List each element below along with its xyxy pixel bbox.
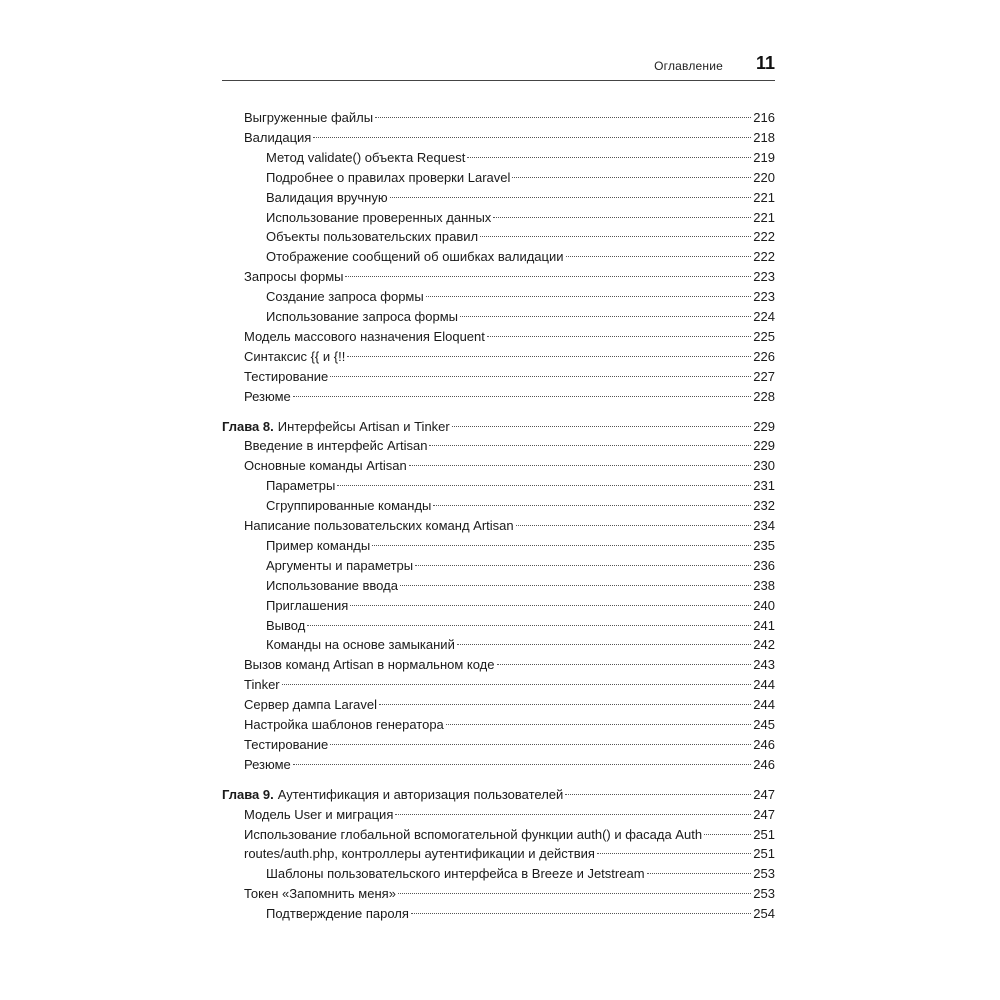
- toc-entry: [266, 188, 775, 208]
- toc-entry-title: Синтаксис {{ и {!!: [244, 348, 346, 364]
- dot-leader: [372, 545, 751, 546]
- dot-leader: [337, 485, 751, 486]
- toc-page-number: 240: [753, 597, 775, 613]
- toc-page-number: 223: [753, 289, 775, 305]
- dot-leader: [512, 177, 751, 178]
- toc-page-number: 229: [753, 438, 775, 454]
- dot-leader: [566, 256, 752, 257]
- toc-entry-title: Резюме: [244, 756, 291, 772]
- toc-page-number: 223: [753, 269, 775, 285]
- toc-chapter: [222, 417, 775, 437]
- dot-leader: [293, 764, 752, 765]
- toc-page-number: 222: [753, 229, 775, 245]
- toc-page-number: 245: [753, 717, 775, 732]
- toc-entry: [244, 655, 775, 675]
- dot-leader: [516, 525, 752, 526]
- toc-page-number: 235: [753, 537, 775, 553]
- dot-leader: [493, 217, 751, 218]
- toc-page-number: 253: [753, 866, 775, 882]
- toc-entry-title: Создание запроса формы: [266, 289, 424, 305]
- dot-leader: [409, 465, 752, 466]
- toc-entry-title: Валидация: [244, 129, 312, 145]
- dot-leader: [460, 316, 751, 317]
- toc-entry-title: Объекты пользовательских правил: [266, 229, 479, 245]
- toc-entry-title: Аргументы и параметры: [266, 557, 414, 573]
- toc-entry: [266, 576, 775, 596]
- toc-entry: [244, 755, 775, 775]
- toc-entry: [266, 635, 775, 655]
- toc-page-number: 220: [753, 169, 775, 185]
- toc-entry: [266, 556, 775, 576]
- dot-leader: [426, 296, 752, 297]
- toc-page-number: 244: [753, 677, 775, 693]
- toc-entry-title: Введение в интерфейс Artisan: [244, 438, 428, 454]
- toc-page-number: 251: [753, 846, 775, 862]
- toc-entry: [244, 108, 775, 128]
- toc-entry-title: Шаблоны пользовательского интерфейса в Breeze и Jetstream: [266, 866, 645, 882]
- toc-entry-title: routes/auth.php, контроллеры аутентификации и действия: [244, 846, 595, 862]
- toc-entry-title: Выгруженные файлы: [244, 110, 374, 125]
- dot-leader: [597, 853, 751, 854]
- toc-page-number: 247: [753, 806, 775, 822]
- toc-entry-title: Токен «Запомнить меня»: [244, 886, 396, 902]
- toc-entry: [266, 227, 775, 247]
- toc-page-number: 218: [753, 129, 775, 145]
- toc-entry-title: Отображение сообщений об ошибках валидации: [266, 249, 564, 265]
- toc-page-number: 244: [753, 697, 775, 713]
- toc-page-number: 221: [753, 209, 775, 225]
- toc-entry: [266, 208, 775, 228]
- toc-entry: [244, 844, 775, 864]
- toc-entry-title: Вызов команд Artisan в нормальном коде: [244, 657, 495, 673]
- toc-entry-title: Сервер дампа Laravel: [244, 697, 377, 713]
- toc-entry: [244, 825, 775, 845]
- toc-page-number: 228: [753, 388, 775, 404]
- toc-entry: [244, 884, 775, 904]
- toc-page-number: 225: [753, 328, 775, 344]
- toc-entry-title: Пример команды: [266, 537, 371, 553]
- toc-entry-title: Модель массового назначения Eloquent: [244, 328, 485, 344]
- toc-page-number: 231: [753, 478, 775, 494]
- toc-entry-title: Основные команды Artisan: [244, 458, 407, 474]
- toc-entry-title: Метод validate() объекта Request: [266, 149, 466, 165]
- toc-entry: [244, 805, 775, 825]
- toc-entry-title: Подробнее о правилах проверки Laravel: [266, 169, 511, 185]
- toc-page-number: 222: [753, 249, 775, 265]
- toc-entry-title: Использование проверенных данных: [266, 209, 492, 225]
- toc-page-number: 243: [753, 657, 775, 673]
- toc-entry-title: Подтверждение пароля: [266, 906, 409, 922]
- dot-leader: [565, 794, 751, 795]
- toc-entry: [244, 347, 775, 367]
- dot-leader: [390, 197, 752, 198]
- toc-entry-title: Написание пользовательских команд Artisan: [244, 518, 514, 533]
- toc-entry: [244, 735, 775, 755]
- toc-entry: [244, 516, 775, 536]
- dot-leader: [457, 644, 751, 645]
- dot-leader: [446, 724, 752, 725]
- toc-entry-title: Резюме: [244, 388, 291, 404]
- toc-page-number: 246: [753, 736, 775, 752]
- dot-leader: [282, 684, 752, 685]
- toc-page-number: 229: [753, 418, 775, 434]
- dot-leader: [467, 157, 751, 158]
- toc-entry: [266, 496, 775, 516]
- dot-leader: [330, 376, 751, 377]
- dot-leader: [398, 893, 751, 894]
- page-number: 11: [755, 53, 775, 73]
- toc-page-number: 234: [753, 518, 775, 533]
- dot-leader: [429, 445, 751, 446]
- toc-entry: [266, 168, 775, 188]
- toc-page-number: 227: [753, 368, 775, 384]
- dot-leader: [433, 505, 751, 506]
- toc-entry-title: Использование ввода: [266, 577, 398, 593]
- chapter-number: Глава 8.: [222, 418, 274, 434]
- toc-entry-title: Настройка шаблонов генератора: [244, 717, 444, 732]
- toc-page-number: 246: [753, 756, 775, 772]
- dot-leader: [330, 744, 751, 745]
- toc-entry: [244, 267, 775, 287]
- toc-entry: [266, 596, 775, 616]
- toc-page-number: 247: [753, 786, 775, 802]
- toc-entry: [266, 287, 775, 307]
- toc-chapter: [222, 785, 775, 805]
- dot-leader: [415, 565, 751, 566]
- toc-entry-title: Валидация вручную: [266, 189, 388, 205]
- dot-leader: [313, 137, 751, 138]
- toc-entry: [244, 456, 775, 476]
- dot-leader: [647, 873, 752, 874]
- toc-page-number: 226: [753, 348, 775, 364]
- dot-leader: [487, 336, 751, 337]
- toc-entry: [266, 307, 775, 327]
- running-header-title: Оглавление: [654, 59, 723, 73]
- toc-entry-title: Тестирование: [244, 368, 329, 384]
- toc-entry: [244, 367, 775, 387]
- toc-entry: [244, 675, 775, 695]
- toc-entry-title: Интерфейсы Artisan и Tinker: [277, 418, 450, 434]
- toc-page-number: 236: [753, 557, 775, 573]
- dot-leader: [452, 426, 752, 427]
- toc-entry: [266, 536, 775, 556]
- toc-entry-title: Модель User и миграция: [244, 806, 394, 822]
- toc-entry-title: Запросы формы: [244, 269, 344, 285]
- toc-entry-title: Вывод: [266, 617, 306, 633]
- toc-page-number: 241: [753, 617, 775, 633]
- toc-entry: [266, 476, 775, 496]
- toc-entry: [266, 616, 775, 636]
- toc-entry: [266, 864, 775, 884]
- toc-entry-title: Использование запроса формы: [266, 309, 458, 324]
- toc-entry-title: Аутентификация и авторизация пользователей: [277, 786, 564, 802]
- toc-page-number: 232: [753, 498, 775, 514]
- toc-entry: [244, 436, 775, 456]
- dot-leader: [395, 814, 751, 815]
- toc-entry: [266, 904, 775, 924]
- toc-entry-title: Параметры: [266, 478, 336, 494]
- toc-entry-title: Тестирование: [244, 736, 329, 752]
- toc-entry: [244, 387, 775, 407]
- toc-entry: [266, 247, 775, 267]
- toc-page-number: 254: [753, 906, 775, 922]
- dot-leader: [350, 605, 751, 606]
- toc-entry: [244, 327, 775, 347]
- dot-leader: [379, 704, 751, 705]
- toc-entry-title: Сгруппированные команды: [266, 498, 432, 514]
- dot-leader: [293, 396, 752, 397]
- dot-leader: [480, 236, 751, 237]
- toc-page-number: 224: [753, 309, 775, 324]
- dot-leader: [375, 117, 751, 118]
- dot-leader: [400, 585, 751, 586]
- toc-entry-title: Tinker: [244, 677, 280, 693]
- toc-page-number: 251: [753, 826, 775, 842]
- toc-entry-title: Приглашения: [266, 597, 349, 613]
- dot-leader: [497, 664, 752, 665]
- toc-page-number: 238: [753, 577, 775, 593]
- toc-page-number: 230: [753, 458, 775, 474]
- toc-page-number: 242: [753, 637, 775, 653]
- dot-leader: [345, 276, 751, 277]
- dot-leader: [307, 625, 751, 626]
- toc-entry: [244, 128, 775, 148]
- toc-entry: [244, 695, 775, 715]
- dot-leader: [347, 356, 751, 357]
- dot-leader: [411, 913, 751, 914]
- dot-leader: [704, 834, 751, 835]
- toc-entry-title: Команды на основе замыканий: [266, 637, 455, 653]
- toc-entry-title: Использование глобальной вспомогательной функции auth() и фасада Auth: [244, 826, 703, 842]
- chapter-number: Глава 9.: [222, 786, 274, 802]
- toc-page-number: 253: [753, 886, 775, 902]
- toc-page-number: 221: [753, 189, 775, 205]
- toc-page-number: 219: [753, 149, 775, 165]
- toc-page-number: 216: [753, 110, 775, 125]
- toc-entry: [244, 715, 775, 735]
- toc-entry: [266, 148, 775, 168]
